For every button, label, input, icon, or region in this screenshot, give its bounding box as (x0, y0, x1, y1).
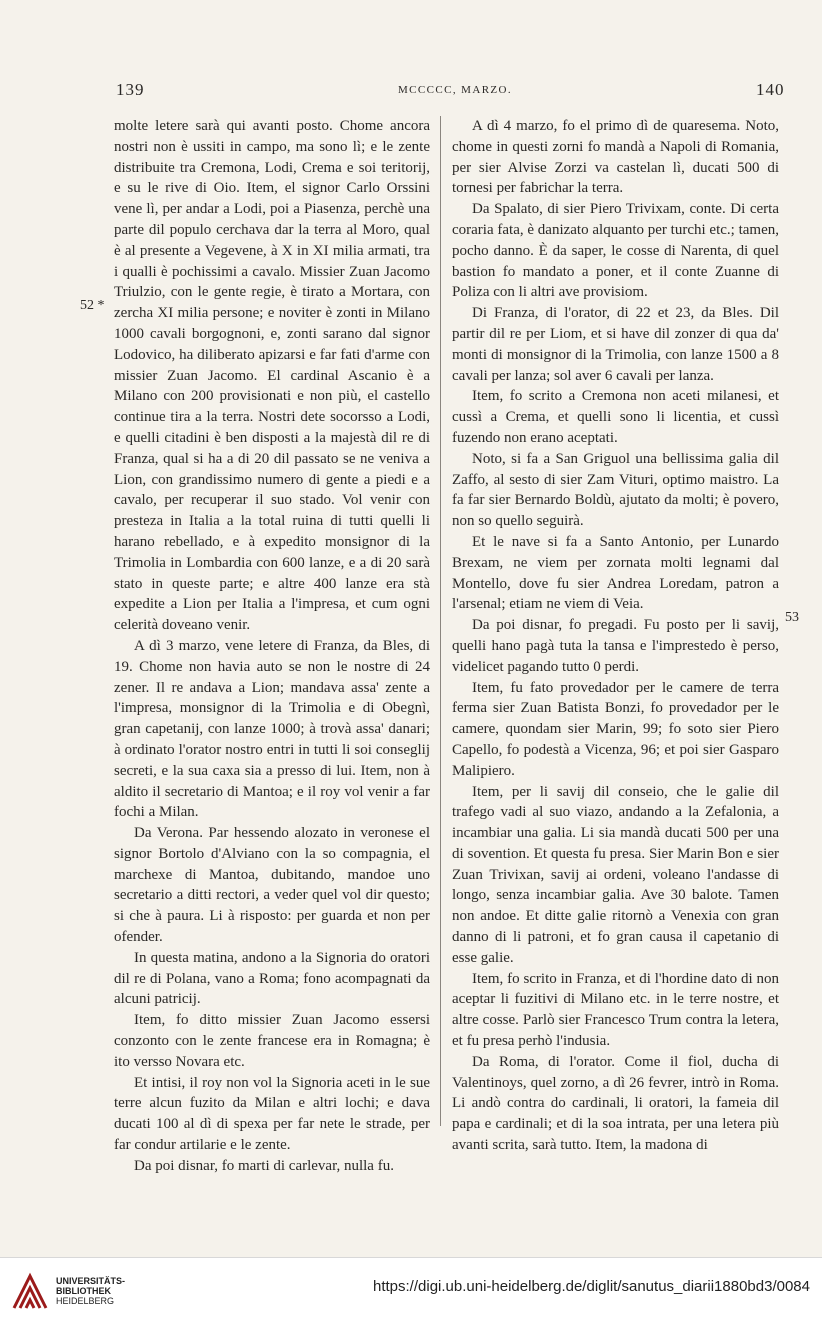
margin-number-right: 53 (785, 610, 799, 625)
paragraph: Et intisi, il roy non vol la Signoria aceti in le sue terre alcun fuzito da Milan e altri lochi; e dava ducati 100 al dì di spexa per far nete le strade, per far condur artilarie e le zente. (114, 1074, 430, 1154)
paragraph: A dì 4 marzo, fo el primo dì de quaresema. Noto, chome in questi zorni fo mandà a Napoli di Romania, per sier Alvise Zorzi va castelan lì, ducati 500 di tornesi per fabrichar la terra. (452, 118, 779, 197)
page-header (0, 78, 822, 102)
paragraph: Item, fo scrito a Cremona non aceti milanesi, et cussì a Crema, et quelli sono li licentia, et cussì fuzendo non erano aceptati. (452, 388, 779, 446)
logo-text-line: BIBLIOTHEK (56, 1286, 111, 1296)
paragraph: In questa matina, andono a la Signoria do oratori dil re di Polana, vano a Roma; fono acompagnati da alcuni patricij. (114, 949, 430, 1008)
source-url-link[interactable]: https://digi.ub.uni-heidelberg.de/diglit/sanutus_diarii1880bd3/0084 (373, 1278, 810, 1295)
paragraph: Da poi disnar, fo pregadi. Fu posto per li savij, quelli hano pagà tuta la tansa e l'imprestedo è perso, videlicet pagando tutto 0 perdi. (452, 617, 779, 675)
paragraph: Da Spalato, di sier Piero Trivixam, conte. Di certa coraria fata, è danizato alquanto per turchi etc.; tamen, pocho danno. È da saper, le cosse di Narenta, di quel bastion fo mandato a poner, et il conte Zuanne di Poliza con li altri ave provisiom. (452, 201, 779, 301)
paragraph: Item, fo scrito in Franza, et di l'hordine dato di non aceptar li fuzitivi di Milano etc. in le terre nostre, et altre cosse. Parlò sier Francesco Trum contra la letera, et fu presa perhò l'indusia. (452, 970, 779, 1050)
paragraph: Da Roma, di l'orator. Come il fiol, ducha di Valentinoys, quel zorno, a dì 26 fevrer, intrò in Roma. Li andò contra do cardinali, li oratori, la fameia dil papa e cardinali; et di la soa intrata, per una letera più avanti scrita, sarà tutto. Item, la madona di (452, 1053, 779, 1154)
paragraph: Item, per li savij dil conseio, che le galie dil trafego vadi al suo viazo, andando a la Zefalonia, a incambiar una galia. Li sia mandà ducati 500 per una di sovention. Et questa fu presa. Sier Marin Bon e sier Zuan Trivixan, savij ai ordeni, voleano l'andasse di longo, senza incambiar galia. Ave 30 balote. Tamen non andoe. Et ditte galie ritornò a Venexia con gran danno di li patroni, et fo gran causa il capetanio di esse galie. (452, 783, 779, 966)
running-title: MCCCCC, MARZO. (398, 84, 513, 96)
logo-text-line: HEIDELBERG (56, 1296, 115, 1306)
paragraph: Di Franza, di l'orator, di 22 et 23, da Bles. Dil partir dil re per Liom, et si have dil zonzer di qua da' monti di monsignor di la Trimolia, con lanze 1500 a 8 cavali per lanza; sol aver 6 cavali per lanza. (452, 305, 779, 384)
library-logo-text (56, 1276, 125, 1306)
logo-text-line: UNIVERSITÄTS- (56, 1276, 126, 1286)
left-text-column (114, 116, 430, 1174)
right-text-column (452, 116, 779, 1154)
paragraph: Item, fo ditto missier Zuan Jacomo essersi conzonto con le zente francese era in Romagna; è ito versso Novara etc. (114, 1012, 430, 1070)
paragraph: molte letere sarà qui avanti posto. Chome ancora nostri non è ussiti in campo, ma sono lì; e le zente distribuite tra Cremona, Lodi, Crema e soi teritorij, e su le rive di Oio. Item, el signor Carlo Orssini vene lì, per andar a Lodi, poi a Piasenza, perchè una parte dil populo cerchava dar la terra al Moro, qual è al presente a Vegevene, à X in XI milia armati, tra i qualli è pochissimi a cavalo. Missier Zuan Jacomo Triulzio, con le gente regie, è tirato a Mortara, con zercha XI milia persone; e noviter è zonti in Milano 1000 cavali borgognoni, e, zonti sarano dal signor Lodovico, ha diliberato apizarsi e far fati d'arme con missier Zuan Jacomo. El cardinal Ascanio è a Milano con 200 provisionati e non più, el castello continue tira a la terra. Nostri dete socorsso a Lodi, e quelli citadini è ben disposti a la majestà dil re di Franza, qual si ha a di 20 dil passato se ne veniva a Lion, con grandissimo numero di gente a piedi e a cavalo, per recuperar il suo stado. Vol venir con presteza in Italia a la total ruina di tutti quelli li harano rebellado, e à expedito monsignor di la Trimolia in Lombardia con 600 lanze, e a di 20 sarà stato in queste parte; e altre 400 lanze era stà expedite a Lion per Italia a l'impresa, et cum ogni celerità doveano venir. (114, 118, 430, 634)
paragraph: A dì 3 marzo, vene letere di Franza, da Bles, di 19. Chome non havia auto se non le nostre di 24 zener. Il re andava a Lion; mandava assa' zente a l'impresa, monsignor di la Trimolia e di Obegnì, gran capetanij, con lanze 1000; à trovà assa' danari; à ordinato l'orator nostro entri in tutti li soi conseglij secreti, e la sua caxa sia a presso di lui. Item, non à aldito il secretario di Mantoa; e il roy vol venir a far fochi a Milan. (114, 637, 430, 821)
paragraph: Da Verona. Par hessendo alozato in veronese el signor Bortolo d'Alviano con la so compagnia, el marchexe di Mantoa, dubitando, mandoe uno secretario a ditti rectori, a veder quel vol dir questo; si che à paura. Li à risposto: per guarda et non per ofender. (114, 825, 430, 946)
paragraph: Item, fu fato provedador per le camere de terra ferma sier Zuan Batista Bonzi, fo provedador per le camere, quondam sier Marin, 99; fo soto sier Piero Capello, fo podestà a Vicenza, 96; et poi sier Gasparo Malipiero. (452, 679, 779, 779)
paragraph: Et le nave si fa a Santo Antonio, per Lunardo Brexam, ne viem per zornata molti legnami dal Montello, dove fu sier Andrea Loredam, patron a l'arsenal; etiam ne viem di Veia. (452, 533, 779, 613)
university-library-logo-icon (10, 1272, 50, 1312)
right-page-number: 140 (756, 80, 785, 99)
left-page-number: 139 (116, 80, 145, 99)
column-divider (440, 116, 441, 1126)
paragraph: Noto, si fa a San Griguol una bellissima galia dil Zaffo, al sesto di sier Zam Vituri, optimo maistro. La fa far sier Bernardo Boldù, ajutato da molti; è povero, non so quello seguirà. (452, 450, 779, 530)
viewer-footer (0, 1257, 822, 1326)
paragraph: Da poi disnar, fo marti di carlevar, nulla fu. (134, 1157, 394, 1174)
margin-number-left: 52 * (80, 298, 105, 313)
